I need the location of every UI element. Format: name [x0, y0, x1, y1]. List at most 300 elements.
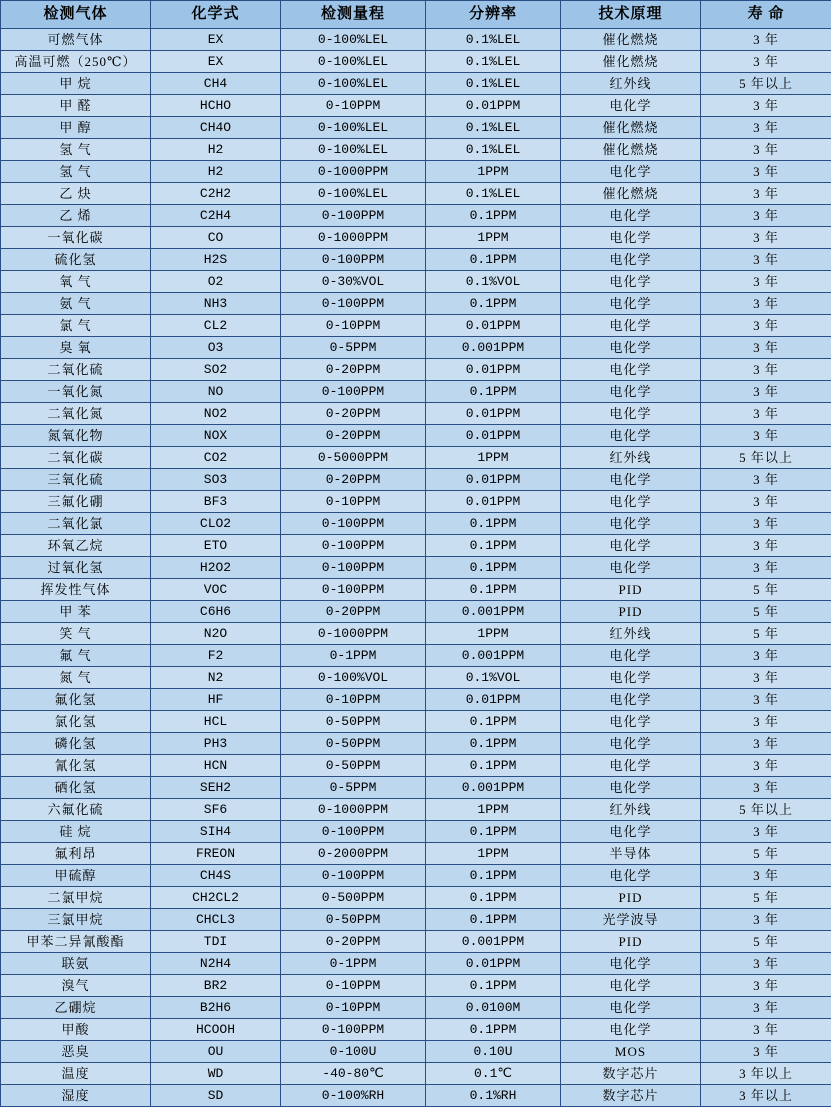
- cell-technology: 红外线: [561, 447, 701, 469]
- cell-detection-range: 0-20PPM: [281, 601, 426, 623]
- cell-detection-range: 0-10PPM: [281, 315, 426, 337]
- cell-gas-name: 联氨: [1, 953, 151, 975]
- cell-detection-range: 0-100PPM: [281, 535, 426, 557]
- cell-gas-name: 二氧化氯: [1, 513, 151, 535]
- cell-gas-name: 甲 苯: [1, 601, 151, 623]
- cell-resolution: 0.01PPM: [426, 689, 561, 711]
- cell-lifetime: 5 年: [701, 931, 831, 953]
- cell-technology: 催化燃烧: [561, 29, 701, 51]
- cell-chemical-formula: H2S: [151, 249, 281, 271]
- cell-lifetime: 3 年: [701, 491, 831, 513]
- cell-lifetime: 3 年: [701, 513, 831, 535]
- cell-resolution: 0.001PPM: [426, 337, 561, 359]
- cell-detection-range: -40-80℃: [281, 1063, 426, 1085]
- cell-resolution: 1PPM: [426, 799, 561, 821]
- cell-resolution: 0.01PPM: [426, 315, 561, 337]
- cell-gas-name: 溴气: [1, 975, 151, 997]
- cell-resolution: 0.1PPM: [426, 975, 561, 997]
- cell-chemical-formula: H2: [151, 139, 281, 161]
- column-header-gas: 检测气体: [1, 1, 151, 29]
- cell-gas-name: 甲 醛: [1, 95, 151, 117]
- cell-technology: 红外线: [561, 799, 701, 821]
- cell-detection-range: 0-10PPM: [281, 491, 426, 513]
- cell-lifetime: 5 年: [701, 579, 831, 601]
- cell-chemical-formula: O2: [151, 271, 281, 293]
- table-row: [1, 887, 831, 909]
- cell-gas-name: 二氧化氮: [1, 403, 151, 425]
- table-row: [1, 535, 831, 557]
- table-row: [1, 359, 831, 381]
- cell-chemical-formula: BR2: [151, 975, 281, 997]
- table-row: [1, 1085, 831, 1107]
- cell-technology: 电化学: [561, 161, 701, 183]
- cell-resolution: 1PPM: [426, 227, 561, 249]
- cell-chemical-formula: WD: [151, 1063, 281, 1085]
- cell-resolution: 0.001PPM: [426, 601, 561, 623]
- cell-gas-name: 可燃气体: [1, 29, 151, 51]
- table-body: [1, 29, 831, 1107]
- cell-gas-name: 六氟化硫: [1, 799, 151, 821]
- cell-resolution: 0.1PPM: [426, 909, 561, 931]
- cell-detection-range: 0-500PPM: [281, 887, 426, 909]
- table-row: [1, 1019, 831, 1041]
- cell-resolution: 0.10U: [426, 1041, 561, 1063]
- cell-chemical-formula: NOX: [151, 425, 281, 447]
- table-row: [1, 557, 831, 579]
- table-row: [1, 1063, 831, 1085]
- cell-detection-range: 0-100PPM: [281, 1019, 426, 1041]
- cell-technology: 电化学: [561, 491, 701, 513]
- cell-resolution: 0.1PPM: [426, 711, 561, 733]
- cell-technology: 电化学: [561, 689, 701, 711]
- cell-detection-range: 0-1PPM: [281, 645, 426, 667]
- cell-gas-name: 氢 气: [1, 139, 151, 161]
- cell-lifetime: 3 年: [701, 689, 831, 711]
- cell-lifetime: 3 年: [701, 953, 831, 975]
- cell-technology: 电化学: [561, 469, 701, 491]
- cell-technology: 电化学: [561, 997, 701, 1019]
- cell-lifetime: 5 年: [701, 623, 831, 645]
- cell-chemical-formula: HCOOH: [151, 1019, 281, 1041]
- table-row: [1, 161, 831, 183]
- cell-resolution: 0.1PPM: [426, 535, 561, 557]
- table-row: [1, 821, 831, 843]
- table-row: [1, 997, 831, 1019]
- cell-technology: 电化学: [561, 777, 701, 799]
- cell-detection-range: 0-10PPM: [281, 997, 426, 1019]
- cell-technology: 电化学: [561, 535, 701, 557]
- cell-detection-range: 0-20PPM: [281, 403, 426, 425]
- cell-lifetime: 3 年: [701, 271, 831, 293]
- cell-resolution: 0.1PPM: [426, 755, 561, 777]
- cell-gas-name: 氟利昂: [1, 843, 151, 865]
- cell-detection-range: 0-1000PPM: [281, 161, 426, 183]
- cell-lifetime: 3 年: [701, 535, 831, 557]
- column-header-resolution: 分辨率: [426, 1, 561, 29]
- cell-lifetime: 3 年: [701, 1019, 831, 1041]
- cell-resolution: 0.1PPM: [426, 733, 561, 755]
- cell-chemical-formula: F2: [151, 645, 281, 667]
- cell-chemical-formula: NO2: [151, 403, 281, 425]
- cell-detection-range: 0-2000PPM: [281, 843, 426, 865]
- cell-detection-range: 0-50PPM: [281, 733, 426, 755]
- cell-gas-name: 硫化氢: [1, 249, 151, 271]
- table-row: [1, 1041, 831, 1063]
- cell-gas-name: 笑 气: [1, 623, 151, 645]
- cell-gas-name: 湿度: [1, 1085, 151, 1107]
- cell-gas-name: 氮氧化物: [1, 425, 151, 447]
- cell-detection-range: 0-100%LEL: [281, 73, 426, 95]
- cell-resolution: 0.1PPM: [426, 249, 561, 271]
- cell-resolution: 0.1%LEL: [426, 183, 561, 205]
- cell-resolution: 1PPM: [426, 623, 561, 645]
- cell-technology: 电化学: [561, 557, 701, 579]
- cell-technology: 催化燃烧: [561, 117, 701, 139]
- table-row: [1, 513, 831, 535]
- cell-lifetime: 3 年: [701, 733, 831, 755]
- cell-detection-range: 0-50PPM: [281, 755, 426, 777]
- cell-gas-name: 硅 烷: [1, 821, 151, 843]
- cell-resolution: 1PPM: [426, 843, 561, 865]
- cell-detection-range: 0-1PPM: [281, 953, 426, 975]
- cell-gas-name: 乙硼烷: [1, 997, 151, 1019]
- cell-chemical-formula: C2H2: [151, 183, 281, 205]
- cell-lifetime: 5 年以上: [701, 799, 831, 821]
- cell-chemical-formula: C6H6: [151, 601, 281, 623]
- cell-gas-name: 氯 气: [1, 315, 151, 337]
- table-row: [1, 843, 831, 865]
- cell-resolution: 0.01PPM: [426, 403, 561, 425]
- cell-detection-range: 0-1000PPM: [281, 227, 426, 249]
- cell-resolution: 0.01PPM: [426, 425, 561, 447]
- cell-lifetime: 3 年: [701, 183, 831, 205]
- cell-chemical-formula: OU: [151, 1041, 281, 1063]
- cell-resolution: 0.1PPM: [426, 557, 561, 579]
- cell-gas-name: 甲酸: [1, 1019, 151, 1041]
- cell-gas-name: 甲苯二异氰酸酯: [1, 931, 151, 953]
- cell-gas-name: 硒化氢: [1, 777, 151, 799]
- table-row: [1, 425, 831, 447]
- cell-detection-range: 0-100PPM: [281, 579, 426, 601]
- table-row: [1, 755, 831, 777]
- cell-detection-range: 0-20PPM: [281, 425, 426, 447]
- cell-gas-name: 氟化氢: [1, 689, 151, 711]
- cell-technology: 电化学: [561, 733, 701, 755]
- cell-resolution: 0.1PPM: [426, 865, 561, 887]
- cell-gas-name: 乙 烯: [1, 205, 151, 227]
- cell-resolution: 1PPM: [426, 447, 561, 469]
- cell-resolution: 0.1PPM: [426, 821, 561, 843]
- column-header-formula: 化学式: [151, 1, 281, 29]
- cell-lifetime: 3 年: [701, 557, 831, 579]
- cell-detection-range: 0-100%LEL: [281, 117, 426, 139]
- cell-lifetime: 3 年以上: [701, 1063, 831, 1085]
- cell-technology: 电化学: [561, 645, 701, 667]
- cell-chemical-formula: SO2: [151, 359, 281, 381]
- cell-gas-name: 甲硫醇: [1, 865, 151, 887]
- cell-chemical-formula: CH4S: [151, 865, 281, 887]
- cell-detection-range: 0-100%LEL: [281, 51, 426, 73]
- cell-technology: PID: [561, 887, 701, 909]
- cell-lifetime: 3 年: [701, 403, 831, 425]
- cell-lifetime: 3 年: [701, 161, 831, 183]
- cell-chemical-formula: HCN: [151, 755, 281, 777]
- table-row: [1, 711, 831, 733]
- cell-lifetime: 3 年: [701, 821, 831, 843]
- table-row: [1, 403, 831, 425]
- cell-chemical-formula: H2: [151, 161, 281, 183]
- cell-technology: 电化学: [561, 359, 701, 381]
- cell-technology: MOS: [561, 1041, 701, 1063]
- cell-technology: 电化学: [561, 711, 701, 733]
- cell-technology: 电化学: [561, 95, 701, 117]
- table-row: [1, 909, 831, 931]
- cell-detection-range: 0-100PPM: [281, 293, 426, 315]
- cell-chemical-formula: VOC: [151, 579, 281, 601]
- cell-technology: 光学波导: [561, 909, 701, 931]
- cell-gas-name: 氰化氢: [1, 755, 151, 777]
- cell-gas-name: 三氧化硫: [1, 469, 151, 491]
- table-row: [1, 117, 831, 139]
- table-row: [1, 249, 831, 271]
- table-row: [1, 381, 831, 403]
- table-row: [1, 95, 831, 117]
- table-row: [1, 733, 831, 755]
- cell-chemical-formula: PH3: [151, 733, 281, 755]
- cell-resolution: 0.1PPM: [426, 381, 561, 403]
- cell-technology: 电化学: [561, 403, 701, 425]
- cell-resolution: 0.1%RH: [426, 1085, 561, 1107]
- cell-gas-name: 过氧化氢: [1, 557, 151, 579]
- cell-lifetime: 3 年: [701, 777, 831, 799]
- cell-technology: 电化学: [561, 249, 701, 271]
- cell-gas-name: 氢 气: [1, 161, 151, 183]
- table-row: [1, 293, 831, 315]
- cell-resolution: 1PPM: [426, 161, 561, 183]
- cell-technology: PID: [561, 579, 701, 601]
- cell-detection-range: 0-30%VOL: [281, 271, 426, 293]
- cell-detection-range: 0-20PPM: [281, 931, 426, 953]
- cell-chemical-formula: N2H4: [151, 953, 281, 975]
- cell-lifetime: 3 年: [701, 359, 831, 381]
- table-row: [1, 227, 831, 249]
- cell-resolution: 0.1PPM: [426, 887, 561, 909]
- cell-chemical-formula: CH4O: [151, 117, 281, 139]
- cell-detection-range: 0-5PPM: [281, 777, 426, 799]
- cell-chemical-formula: C2H4: [151, 205, 281, 227]
- table-row: [1, 491, 831, 513]
- cell-detection-range: 0-10PPM: [281, 95, 426, 117]
- cell-resolution: 0.1%LEL: [426, 117, 561, 139]
- cell-lifetime: 3 年: [701, 997, 831, 1019]
- cell-resolution: 0.001PPM: [426, 931, 561, 953]
- cell-chemical-formula: CO2: [151, 447, 281, 469]
- cell-lifetime: 3 年: [701, 139, 831, 161]
- cell-resolution: 0.01PPM: [426, 359, 561, 381]
- cell-lifetime: 3 年: [701, 425, 831, 447]
- cell-chemical-formula: HCL: [151, 711, 281, 733]
- cell-gas-name: 氯化氢: [1, 711, 151, 733]
- table-row: [1, 865, 831, 887]
- cell-lifetime: 3 年: [701, 711, 831, 733]
- cell-chemical-formula: EX: [151, 51, 281, 73]
- cell-gas-name: 氨 气: [1, 293, 151, 315]
- cell-technology: 电化学: [561, 227, 701, 249]
- cell-resolution: 0.0100M: [426, 997, 561, 1019]
- cell-detection-range: 0-5000PPM: [281, 447, 426, 469]
- cell-chemical-formula: SF6: [151, 799, 281, 821]
- cell-lifetime: 3 年: [701, 29, 831, 51]
- table-row: [1, 73, 831, 95]
- cell-chemical-formula: H2O2: [151, 557, 281, 579]
- table-row: [1, 271, 831, 293]
- cell-resolution: 0.1PPM: [426, 579, 561, 601]
- cell-detection-range: 0-5PPM: [281, 337, 426, 359]
- cell-lifetime: 5 年: [701, 843, 831, 865]
- table-row: [1, 975, 831, 997]
- cell-chemical-formula: SO3: [151, 469, 281, 491]
- cell-detection-range: 0-100PPM: [281, 513, 426, 535]
- column-header-technology: 技术原理: [561, 1, 701, 29]
- cell-lifetime: 5 年: [701, 887, 831, 909]
- cell-gas-name: 乙 炔: [1, 183, 151, 205]
- cell-detection-range: 0-50PPM: [281, 711, 426, 733]
- cell-resolution: 0.001PPM: [426, 777, 561, 799]
- cell-gas-name: 一氧化碳: [1, 227, 151, 249]
- cell-technology: 电化学: [561, 513, 701, 535]
- cell-technology: 电化学: [561, 381, 701, 403]
- cell-gas-name: 挥发性气体: [1, 579, 151, 601]
- cell-technology: 电化学: [561, 205, 701, 227]
- cell-chemical-formula: O3: [151, 337, 281, 359]
- cell-chemical-formula: N2O: [151, 623, 281, 645]
- cell-technology: 催化燃烧: [561, 139, 701, 161]
- cell-detection-range: 0-1000PPM: [281, 799, 426, 821]
- cell-lifetime: 3 年: [701, 755, 831, 777]
- cell-lifetime: 3 年: [701, 645, 831, 667]
- cell-technology: 电化学: [561, 315, 701, 337]
- table-row: [1, 579, 831, 601]
- table-header-row: [1, 1, 831, 29]
- table-row: [1, 601, 831, 623]
- cell-chemical-formula: SIH4: [151, 821, 281, 843]
- cell-resolution: 0.01PPM: [426, 469, 561, 491]
- cell-gas-name: 氧 气: [1, 271, 151, 293]
- cell-technology: 红外线: [561, 623, 701, 645]
- cell-technology: 电化学: [561, 821, 701, 843]
- cell-detection-range: 0-50PPM: [281, 909, 426, 931]
- table-row: [1, 51, 831, 73]
- table-row: [1, 139, 831, 161]
- cell-detection-range: 0-100PPM: [281, 205, 426, 227]
- cell-gas-name: 二氧化碳: [1, 447, 151, 469]
- table-row: [1, 205, 831, 227]
- cell-gas-name: 二氧化硫: [1, 359, 151, 381]
- cell-technology: 催化燃烧: [561, 51, 701, 73]
- cell-technology: 电化学: [561, 337, 701, 359]
- cell-resolution: 0.001PPM: [426, 645, 561, 667]
- cell-lifetime: 5 年以上: [701, 447, 831, 469]
- cell-chemical-formula: TDI: [151, 931, 281, 953]
- cell-gas-name: 臭 氧: [1, 337, 151, 359]
- cell-detection-range: 0-100%LEL: [281, 183, 426, 205]
- cell-lifetime: 3 年: [701, 227, 831, 249]
- column-header-range: 检测量程: [281, 1, 426, 29]
- cell-lifetime: 3 年: [701, 293, 831, 315]
- cell-technology: 数字芯片: [561, 1085, 701, 1107]
- cell-gas-name: 甲 烷: [1, 73, 151, 95]
- cell-technology: 电化学: [561, 293, 701, 315]
- cell-technology: 电化学: [561, 271, 701, 293]
- cell-technology: 催化燃烧: [561, 183, 701, 205]
- cell-chemical-formula: CH2CL2: [151, 887, 281, 909]
- cell-lifetime: 5 年: [701, 601, 831, 623]
- cell-technology: 电化学: [561, 975, 701, 997]
- cell-lifetime: 3 年: [701, 337, 831, 359]
- cell-technology: 数字芯片: [561, 1063, 701, 1085]
- cell-technology: 电化学: [561, 667, 701, 689]
- cell-resolution: 0.1PPM: [426, 1019, 561, 1041]
- cell-chemical-formula: CLO2: [151, 513, 281, 535]
- cell-resolution: 0.1%VOL: [426, 271, 561, 293]
- cell-resolution: 0.1%LEL: [426, 29, 561, 51]
- cell-resolution: 0.01PPM: [426, 491, 561, 513]
- cell-chemical-formula: NH3: [151, 293, 281, 315]
- cell-resolution: 0.1%LEL: [426, 139, 561, 161]
- table-row: [1, 953, 831, 975]
- table-row: [1, 689, 831, 711]
- cell-lifetime: 5 年以上: [701, 73, 831, 95]
- cell-detection-range: 0-100PPM: [281, 865, 426, 887]
- cell-lifetime: 3 年: [701, 51, 831, 73]
- cell-lifetime: 3 年以上: [701, 1085, 831, 1107]
- cell-chemical-formula: N2: [151, 667, 281, 689]
- cell-technology: 电化学: [561, 425, 701, 447]
- table-row: [1, 799, 831, 821]
- cell-technology: 电化学: [561, 755, 701, 777]
- cell-lifetime: 3 年: [701, 95, 831, 117]
- cell-technology: 电化学: [561, 953, 701, 975]
- cell-detection-range: 0-100U: [281, 1041, 426, 1063]
- cell-gas-name: 环氧乙烷: [1, 535, 151, 557]
- table-row: [1, 469, 831, 491]
- cell-gas-name: 氮 气: [1, 667, 151, 689]
- cell-gas-name: 三氟化硼: [1, 491, 151, 513]
- cell-lifetime: 3 年: [701, 667, 831, 689]
- cell-gas-name: 高温可燃（250℃）: [1, 51, 151, 73]
- cell-lifetime: 3 年: [701, 1041, 831, 1063]
- cell-detection-range: 0-20PPM: [281, 469, 426, 491]
- cell-gas-name: 温度: [1, 1063, 151, 1085]
- table-row: [1, 931, 831, 953]
- cell-chemical-formula: B2H6: [151, 997, 281, 1019]
- cell-gas-name: 三氯甲烷: [1, 909, 151, 931]
- cell-resolution: 0.1PPM: [426, 293, 561, 315]
- cell-chemical-formula: SD: [151, 1085, 281, 1107]
- cell-detection-range: 0-10PPM: [281, 689, 426, 711]
- cell-detection-range: 0-100PPM: [281, 249, 426, 271]
- table-row: [1, 777, 831, 799]
- cell-chemical-formula: FREON: [151, 843, 281, 865]
- cell-chemical-formula: CO: [151, 227, 281, 249]
- cell-lifetime: 3 年: [701, 381, 831, 403]
- cell-technology: PID: [561, 931, 701, 953]
- cell-resolution: 0.01PPM: [426, 95, 561, 117]
- cell-technology: 电化学: [561, 865, 701, 887]
- table-row: [1, 667, 831, 689]
- cell-resolution: 0.01PPM: [426, 953, 561, 975]
- cell-detection-range: 0-100PPM: [281, 557, 426, 579]
